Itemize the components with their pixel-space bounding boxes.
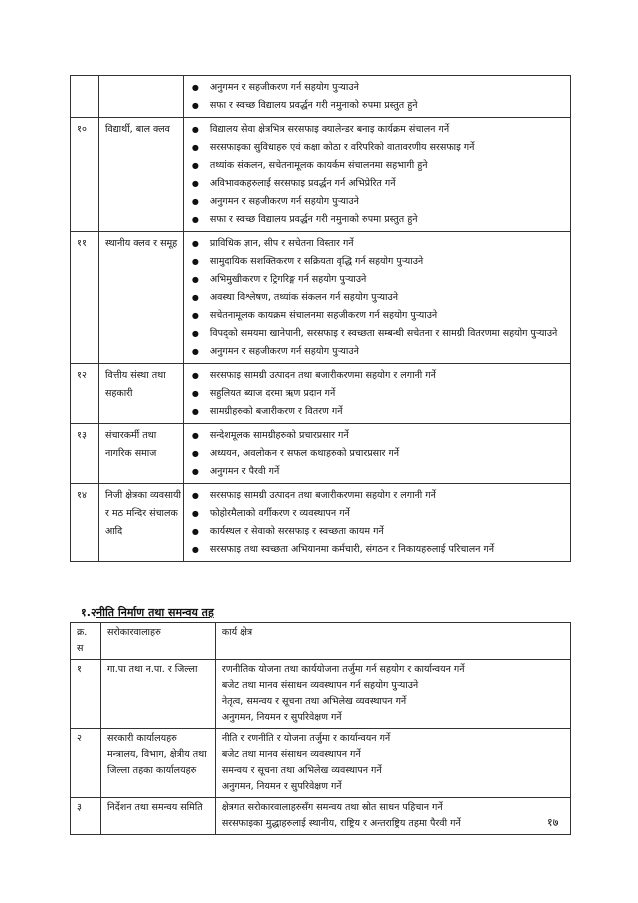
stakeholder-name: विद्यार्थी, बाल क्लव (98, 118, 183, 232)
responsibilities-cell (183, 424, 570, 484)
responsibility-item: ● अभिमुखीकरण र ट्रिगरिङ्ग गर्न सहयोग पुऱ्याउने (184, 271, 566, 289)
responsibilities-cell (183, 484, 570, 562)
policy-coordination-table (70, 622, 571, 835)
section-title: नीति निर्माण तथा समन्वय तह (96, 606, 214, 619)
responsibility-item: ● सहुलियत ब्याज दरमा ऋण प्रदान गर्ने (184, 385, 566, 403)
responsibility-list (184, 118, 570, 231)
table-row (71, 484, 571, 562)
responsibility-item: ● तथ्यांक संकलन, सचेतनामूलक कायर्कम संचालनमा सहभागी हुने (184, 157, 566, 175)
row-number: १३ (71, 424, 99, 484)
responsibility-item: ● प्राविधिक ज्ञान, सीप र सचेतना विस्तार गर्ने (184, 235, 566, 253)
work-area-line: रणनीतिक योजना तथा कार्ययोजना तर्जुमा गर्न सहयोग र कार्यान्वयन गर्ने (221, 664, 465, 675)
work-area-line: अनुगमन, नियमन र सुपरिवेक्षण गर्ने (221, 781, 342, 792)
header-stakeholders: सरोकारवालाहरु (100, 623, 215, 660)
work-area-cell (215, 729, 570, 798)
work-area-line: क्षेत्रगत सरोकारवालाहरुसँग समन्वय तथा स्रोत साधन पहिचान गर्ने (221, 802, 443, 813)
responsibility-item: ● सफा र स्वच्छ विद्यालय प्रवर्द्धन गरी नमुनाको रुपमा प्रस्तुत हुने (184, 211, 566, 229)
responsibility-list (184, 232, 570, 363)
responsibility-item: ● फोहोरमैलाको वर्गीकरण र व्यवस्थापन गर्ने (184, 505, 566, 523)
responsibility-item: ● अनुगमन र सहजीकरण गर्न सहयोग पुऱ्याउने (184, 343, 566, 361)
row-number: ३ (71, 798, 101, 835)
responsibility-item: ● सरसफाइका सुविधाहरु एवं कक्षा कोठा र वरिपरिको वातावरणीय सरसफाइ गर्ने (184, 139, 566, 157)
responsibility-item: ● सचेतनामूलक कायक्रम संचालनमा सहजीकरण गर्न सहयोग पुऱ्याउने (184, 307, 566, 325)
work-area-line: सरसफाइका मुद्धाहरुलाई स्थानीय, राष्ट्रिय र अन्तराष्ट्रिय तहमा पैरवी गर्ने (221, 818, 461, 829)
table-row (71, 660, 571, 729)
stakeholder-name: निर्देशन तथा समन्वय समिति (100, 798, 215, 835)
table-row (71, 364, 571, 424)
work-area-cell (215, 660, 570, 729)
responsibility-item: ● अनुगमन र सहजीकरण गर्न सहयोग पुऱ्याउने (184, 79, 566, 97)
table-row (71, 798, 571, 835)
responsibility-item: ● सफा र स्वच्छ विद्यालय प्रवर्द्धन गरी नमुनाको रुपमा प्रस्तुत हुने (184, 97, 566, 115)
header-work-area: कार्य क्षेत्र (215, 623, 570, 660)
work-area-line: समन्वय र सूचना तथा अभिलेख व्यवस्थापन गर्ने (221, 765, 382, 776)
responsibility-item: ● अविभावकहरुलाई सरसफाइ प्रवर्द्धन गर्न अभिप्रेरित गर्ने (184, 175, 566, 193)
responsibility-item: ● सामग्रीहरुको बजारीकरण र वितरण गर्ने (184, 403, 566, 421)
work-area-cell (215, 798, 570, 835)
responsibility-list (184, 484, 570, 561)
row-number: १२ (71, 364, 99, 424)
stakeholder-name: सरकारी कार्यालयहरु मन्त्रालय, विभाग, क्षेत्रीय तथा जिल्ला तहका कार्यालयहरु (100, 729, 215, 798)
responsibility-item: ● अध्ययन, अवलोकन र सफल कथाहरुको प्रचारप्रसार गर्ने (184, 445, 566, 463)
table-row (71, 76, 571, 118)
stakeholder-name: स्थानीय क्लव र समूह (98, 232, 183, 364)
responsibility-item: ● सरसफाइ सामग्री उत्पादन तथा बजारीकरणमा सहयोग र लगानी गर्ने (184, 487, 566, 505)
page-number: १७ (547, 816, 559, 829)
responsibility-list (184, 424, 570, 483)
responsibility-item: ● सरसफाइ तथा स्वच्छता अभियानमा कर्मचारी, संगठन र निकायहरुलाई परिचालन गर्ने (184, 541, 566, 559)
responsibility-item: ● अनुगमन र पैरवी गर्ने (184, 463, 566, 481)
row-number: १० (71, 118, 99, 232)
responsibility-item: ● कार्यस्थल र सेवाको सरसफाइ र स्वच्छता कायम गर्ने (184, 523, 566, 541)
section-number: १.२ (81, 606, 97, 619)
responsibilities-cell (183, 76, 570, 118)
stakeholder-name: संचारकर्मी तथा नागरिक समाज (98, 424, 183, 484)
responsibilities-cell (183, 232, 570, 364)
stakeholder-table-continued (70, 75, 571, 562)
responsibility-list (184, 76, 570, 117)
work-area-line: अनुगमन, नियमन र सुपरिवेक्षण गर्ने (221, 712, 342, 723)
responsibilities-cell (183, 364, 570, 424)
responsibility-item: ● सामुदायिक सशक्तिकरण र सक्रियता वृद्धि गर्न सहयोग पुऱ्याउने (184, 253, 566, 271)
responsibility-item: ● अवस्था विश्लेषण, तथ्यांक संकलन गर्न सहयोग पुऱ्याउने (184, 289, 566, 307)
row-number (71, 76, 99, 118)
responsibility-item: ● विद्यालय सेवा क्षेत्रभित्र सरसफाइ क्यालेन्डर बनाइ कार्यक्रम संचालन गर्ने (184, 121, 566, 139)
row-number: २ (71, 729, 101, 798)
responsibility-list (184, 364, 570, 423)
table-row (71, 729, 571, 798)
row-number: १४ (71, 484, 99, 562)
work-area-line: नीति र रणनीति र योजना तर्जुमा र कार्यान्वयन गर्ने (221, 733, 391, 744)
table-row (71, 118, 571, 232)
table-row (71, 424, 571, 484)
row-number: ११ (71, 232, 99, 364)
stakeholder-name: निजी क्षेत्रका व्यवसायी र मठ मन्दिर संचालक आदि (98, 484, 183, 562)
work-area-line: बजेट तथा मानव संसाधन व्यवस्थापन गर्न सहयोग पुऱ्याउने (221, 680, 419, 691)
table-header-row (71, 623, 571, 660)
responsibility-item: ● अनुगमन र सहजीकरण गर्न सहयोग पुऱ्याउने (184, 193, 566, 211)
stakeholder-name: गा.पा तथा न.पा. र जिल्ला (100, 660, 215, 729)
responsibility-item: ● सन्देशमूलक सामग्रीहरुको प्रचारप्रसार गर्ने (184, 427, 566, 445)
responsibilities-cell (183, 118, 570, 232)
stakeholder-name: वित्तीय संस्था तथा सहकारी (98, 364, 183, 424)
stakeholder-name (98, 76, 183, 118)
responsibility-item: ● सरसफाइ सामग्री उत्पादन तथा बजारीकरणमा सहयोग र लगानी गर्ने (184, 367, 566, 385)
work-area-line: बजेट तथा मानव संसाधन व्यवस्थापन गर्ने (221, 749, 361, 760)
responsibility-item: ● विपद्को समयमा खानेपानी, सरसफाइ र स्वच्छता सम्बन्धी सचेतना र सामग्री वितरणमा सहयोग पुऱ्याउने (184, 325, 566, 343)
work-area-line: नेतृत्व, समन्वय र सूचना तथा अभिलेख व्यवस्थापन गर्ने (221, 696, 407, 707)
header-serial: क्र. स (71, 623, 101, 660)
row-number: १ (71, 660, 101, 729)
table-row (71, 232, 571, 364)
